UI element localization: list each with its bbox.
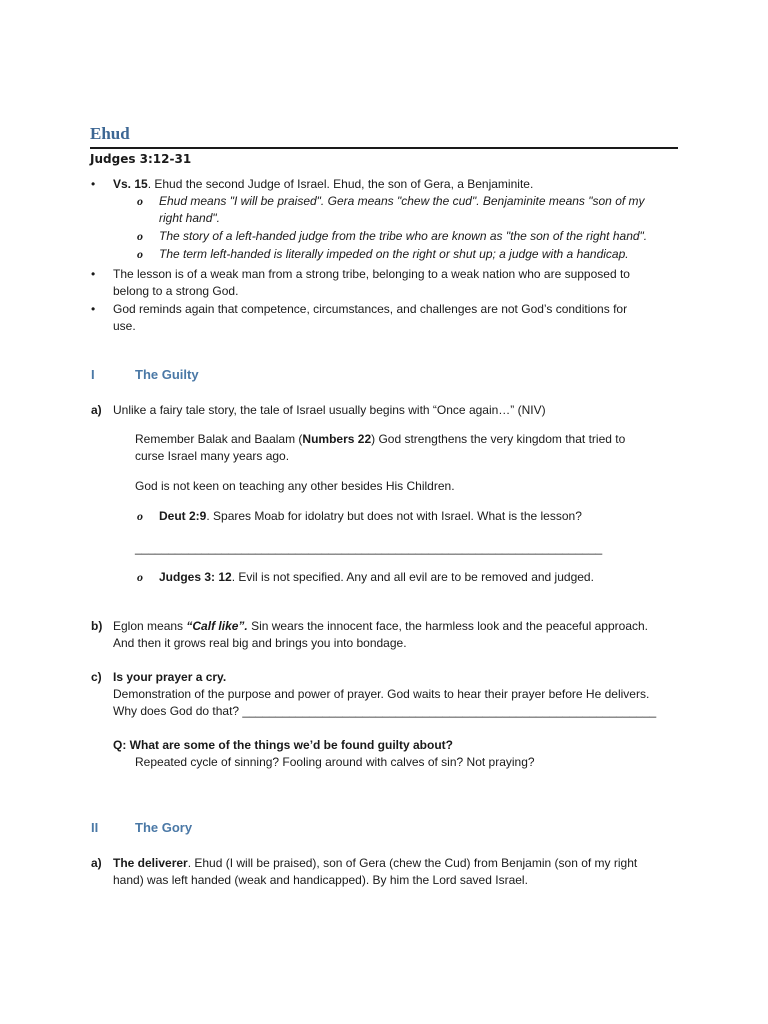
para-text: Sin wears the innocent face, the harmless look and the peaceful approach. <box>247 619 648 633</box>
section-2-number: II <box>91 820 99 835</box>
sub-bullet-2: The story of a left-handed judge from the tribe who are known as "the son of the right hand". <box>159 229 648 243</box>
item-label: a) <box>91 856 102 870</box>
para-text: . Ehud (I will be praised), son of Gera (chew the Cud) from Benjamin (son of my right <box>187 856 638 870</box>
item-label: b) <box>91 619 103 633</box>
sub-bullet-1-line-1: Ehud means "I will be praised". Gera means "chew the cud". Benjaminite means "son of my <box>159 194 645 208</box>
section-1-a-text: Unlike a fairy tale story, the tale of Israel usually begins with “Once again…” (NIV) <box>113 403 546 417</box>
bullet-1-ref: Vs. 15 <box>113 177 148 191</box>
para-text: . Spares Moab for idolatry but does not with Israel. What is the lesson? <box>206 509 582 523</box>
bullet-1 <box>113 176 533 193</box>
scripture-ref: Judges 3: 12 <box>159 570 232 584</box>
para-text: Remember Balak and Baalam ( <box>135 432 303 446</box>
sub-bullet-1-line-2: right hand". <box>159 211 220 225</box>
sub-bullet-marker: o <box>137 509 143 523</box>
page-title: Ehud <box>90 124 130 143</box>
sub-bullet-marker: o <box>137 194 143 208</box>
sub-bullet-3: The term left-handed is literally impeded on the right or shut up; a judge with a handicap. <box>159 247 629 261</box>
bullet-2-line-1: The lesson is of a weak man from a strong tribe, belonging to a weak nation who are supposed to <box>113 267 630 281</box>
title-rule <box>90 147 678 149</box>
bullet-2-line-2: belong to a strong God. <box>113 284 239 298</box>
section-1-c-line-3: Why does God do that? ______________________________________________________________ <box>113 704 657 718</box>
para-text: . Evil is not specified. Any and all evil are to be removed and judged. <box>231 570 594 584</box>
scripture-ref: Deut 2:9 <box>159 509 207 523</box>
bullet-3-line-1: God reminds again that competence, circumstances, and challenges are not God’s conditions for <box>113 302 628 316</box>
section-1-c-heading: Is your prayer a cry. <box>113 670 227 684</box>
section-2-heading: The Gory <box>135 820 193 835</box>
section-1-question-answer: Repeated cycle of sinning? Fooling around with calves of sin? Not praying? <box>135 755 535 769</box>
section-1-question: Q: What are some of the things we’d be found guilty about? <box>113 738 453 752</box>
section-1-para-1-line-1 <box>135 431 625 448</box>
page-subtitle: Judges 3:12-31 <box>90 152 192 166</box>
bullet-dot: • <box>91 267 96 281</box>
answer-blank-line: ______________________________________________________________________ <box>135 541 603 555</box>
bullet-dot: • <box>91 302 96 316</box>
emphasis-text: “Calf like”. <box>186 619 248 633</box>
item-label: a) <box>91 403 102 417</box>
bullet-1-text: . Ehud the second Judge of Israel. Ehud, the son of Gera, a Benjaminite. <box>147 177 534 191</box>
section-1-b-line-2: And then it grows real big and brings you into bondage. <box>113 636 407 650</box>
item-label: c) <box>91 670 102 684</box>
section-1-sub-2 <box>159 569 594 586</box>
scripture-ref: Numbers 22 <box>302 432 372 446</box>
section-1-para-2: God is not keen on teaching any other besides His Children. <box>135 479 455 493</box>
section-1-heading: The Guilty <box>135 367 199 382</box>
sub-bullet-marker: o <box>137 229 143 243</box>
sub-bullet-marker: o <box>137 570 143 584</box>
section-1-sub-1 <box>159 508 582 525</box>
section-1-para-1-line-2: curse Israel many years ago. <box>135 449 290 463</box>
section-1-b-line-1 <box>113 618 648 635</box>
emphasis-text: The deliverer <box>113 856 188 870</box>
section-1-number: I <box>91 367 95 382</box>
para-text: Eglon means <box>113 619 187 633</box>
bullet-dot: • <box>91 177 96 191</box>
section-2-a-line-1 <box>113 855 637 872</box>
section-1-c-line-2: Demonstration of the purpose and power of prayer. God waits to hear their prayer before He delivers. <box>113 687 650 701</box>
para-text: ) God strengthens the very kingdom that tried to <box>371 432 626 446</box>
bullet-3-line-2: use. <box>113 319 136 333</box>
section-2-a-line-2: hand) was left handed (weak and handicapped). By him the Lord saved Israel. <box>113 873 528 887</box>
sub-bullet-marker: o <box>137 247 143 261</box>
